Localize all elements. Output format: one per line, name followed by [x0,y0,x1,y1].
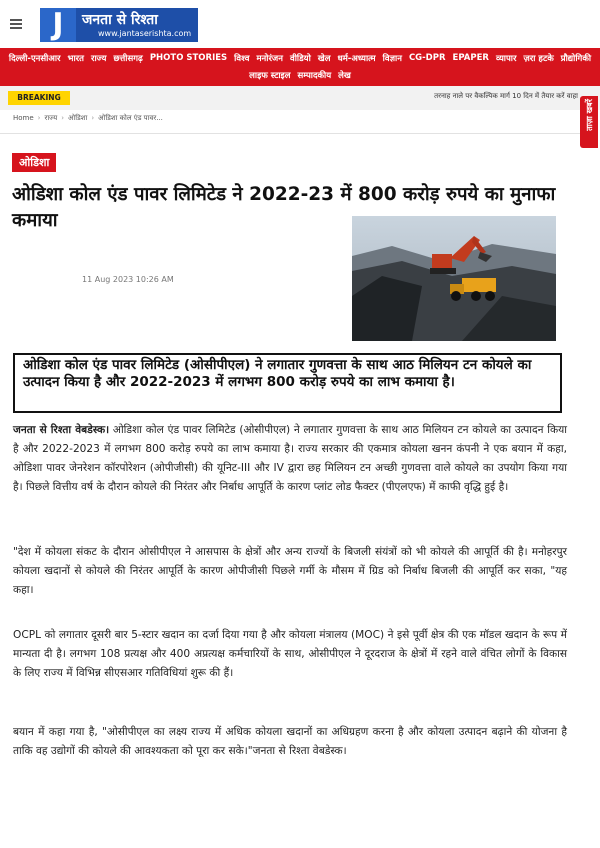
coal-mine-excavator-image [352,216,556,341]
nav-item[interactable]: मनोरंजन [256,54,283,64]
site-logo[interactable] [40,8,198,42]
article-summary: ओडिशा कोल एंड पावर लिमिटेड (ओसीपीएल) ने लगातार गुणवत्ता के साथ आठ मिलियन टन कोयले का उत्पादन किया है और 2022-2023 में लगभग 800 करोड़ रुपये का लाभ कमाया है। [13,353,562,413]
breadcrumb-separator: › [91,114,95,122]
breadcrumb-state[interactable]: राज्य [44,114,58,122]
nav-row-secondary [0,70,600,81]
nav-item[interactable]: वीडियो [289,54,311,64]
nav-item[interactable]: विश्व [234,54,250,64]
breaking-headline-link[interactable]: तरनाह नाले पर वैकल्पिक मार्ग 10 दिन में तैयार करें वाहा [434,92,578,100]
nav-item[interactable]: दिल्ली-एनसीआर [8,54,61,64]
article-paragraph: "देश में कोयला संकट के दौरान ओसीपीएल ने आसपास के क्षेत्रों और अन्य राज्यों के बिजली संयंत्रों को भी कोयले की आपूर्ति की है। मनोहरपुर कोयला खदानों से कोयले की निरंतर आपूर्ति के कारण ओपीजीसी पिछले गर्मी के मौसम में ग्रिड को निर्बाध बिजली की आपूर्ति कर सका, "यह कहा। [13,546,567,596]
nav-item[interactable]: भारत [67,54,84,64]
nav-item[interactable]: धर्म-अध्यात्म [337,54,376,64]
site-header [0,0,600,48]
breadcrumb [13,114,163,123]
breadcrumb-odisha[interactable]: ओडिशा [68,114,88,122]
logo-url: www.jantaserishta.com [98,29,192,38]
nav-item[interactable]: EPAPER [452,53,489,63]
nav-item[interactable]: लाइफ स्टाइल [249,71,291,81]
main-nav [0,48,600,86]
publish-date: 11 Aug 2023 10:26 AM [82,275,174,284]
nav-item[interactable]: ज़रा हटके [523,54,554,64]
breadcrumb-separator: › [61,114,65,122]
article-paragraph [13,421,567,497]
paragraph-text: ओडिशा कोल एंड पावर लिमिटेड (ओसीपीएल) ने लगातार गुणवत्ता के साथ आठ मिलियन टन कोयले का उत्पादन किया है और 2022-2023 में लगभग 800 करोड़ रुपये का लाभ कमाया है। राज्य सरकार की एकमात्र कोयला खनन कंपनी ने एक बयान में कहा, ओडिशा पावर जेनरेशन कॉरपोरेशन (ओपीजीसी) की यूनिट-III और IV द्वारा छह मिलियन टन अच्छी गुणवत्ता वाले कोयले का उपयोग किया गया है। पिछले वित्तीय वर्ष के दौरान कोयले की निरंतर और निर्बाध आपूर्ति के कारण प्लांट लोड फैक्टर (पीएलएफ) में काफी वृद्धि हुई है। [13,424,567,493]
nav-item[interactable]: सम्पादकीय [297,71,332,81]
latest-news-tab-label: ताज़ा खबरें [585,99,594,131]
article-paragraph: OCPL को लगातार दूसरी बार 5-स्टार खदान का दर्जा दिया गया है और कोयला मंत्रालय (MOC) ने इसे पूर्वी क्षेत्र की एक मॉडल खदान के रूप में मान्यता दी है। लगभग 108 प्रत्यक्ष और 400 अप्रत्यक्ष कर्मचारियों के साथ, ओसीपीएल ने दूरदराज के क्षेत्रों में रहने वाले वंचित लोगों के विकास के लिए राज्य में विभिन्न सीएसआर गतिविधियां शुरू की हैं। [13,629,567,679]
nav-item[interactable]: राज्य [90,54,107,64]
nav-item[interactable]: CG-DPR [408,53,446,63]
nav-item[interactable]: PHOTO STORIES [149,53,228,63]
breadcrumb-current: ओडिशा कोल एंड पावर... [98,114,163,122]
category-badge[interactable]: ओडिशा [12,153,56,172]
nav-row-primary [0,53,600,64]
article-headline: ओडिशा कोल एंड पावर लिमिटेड ने 2022-23 में 800 करोड़ रुपये का मुनाफा कमाया [12,184,556,231]
logo-name: जनता से रिश्ता [82,12,158,28]
breaking-label: BREAKING [8,91,70,105]
nav-item[interactable]: विज्ञान [382,54,402,64]
latest-news-tab[interactable] [580,96,598,148]
breadcrumb-home[interactable]: Home [13,114,34,122]
nav-item[interactable]: छत्तीसगढ़ [113,54,143,64]
nav-item[interactable]: लेख [338,71,351,81]
nav-item[interactable]: खेल [317,54,331,64]
breadcrumb-separator: › [37,114,41,122]
logo-letter: J [40,8,76,42]
nav-item[interactable]: प्रौद्योगिकी [560,54,592,64]
hamburger-icon[interactable] [10,19,22,31]
divider [0,133,580,134]
nav-item[interactable]: व्यापार [495,54,517,64]
breaking-news-bar [0,86,600,110]
paragraph-lead: जनता से रिश्ता वेबडेस्क। [13,424,110,436]
article-paragraph: बयान में कहा गया है, "ओसीपीएल का लक्ष्य राज्य में अधिक कोयला खदानों का अधिग्रहण करना है और कोयला उत्पादन बढ़ाने की योजना है ताकि वह उद्योगों की कोयले की आवश्यकता को पूरा कर सके।"जनता से रिश्ता वेबडेस्क। [13,726,567,757]
